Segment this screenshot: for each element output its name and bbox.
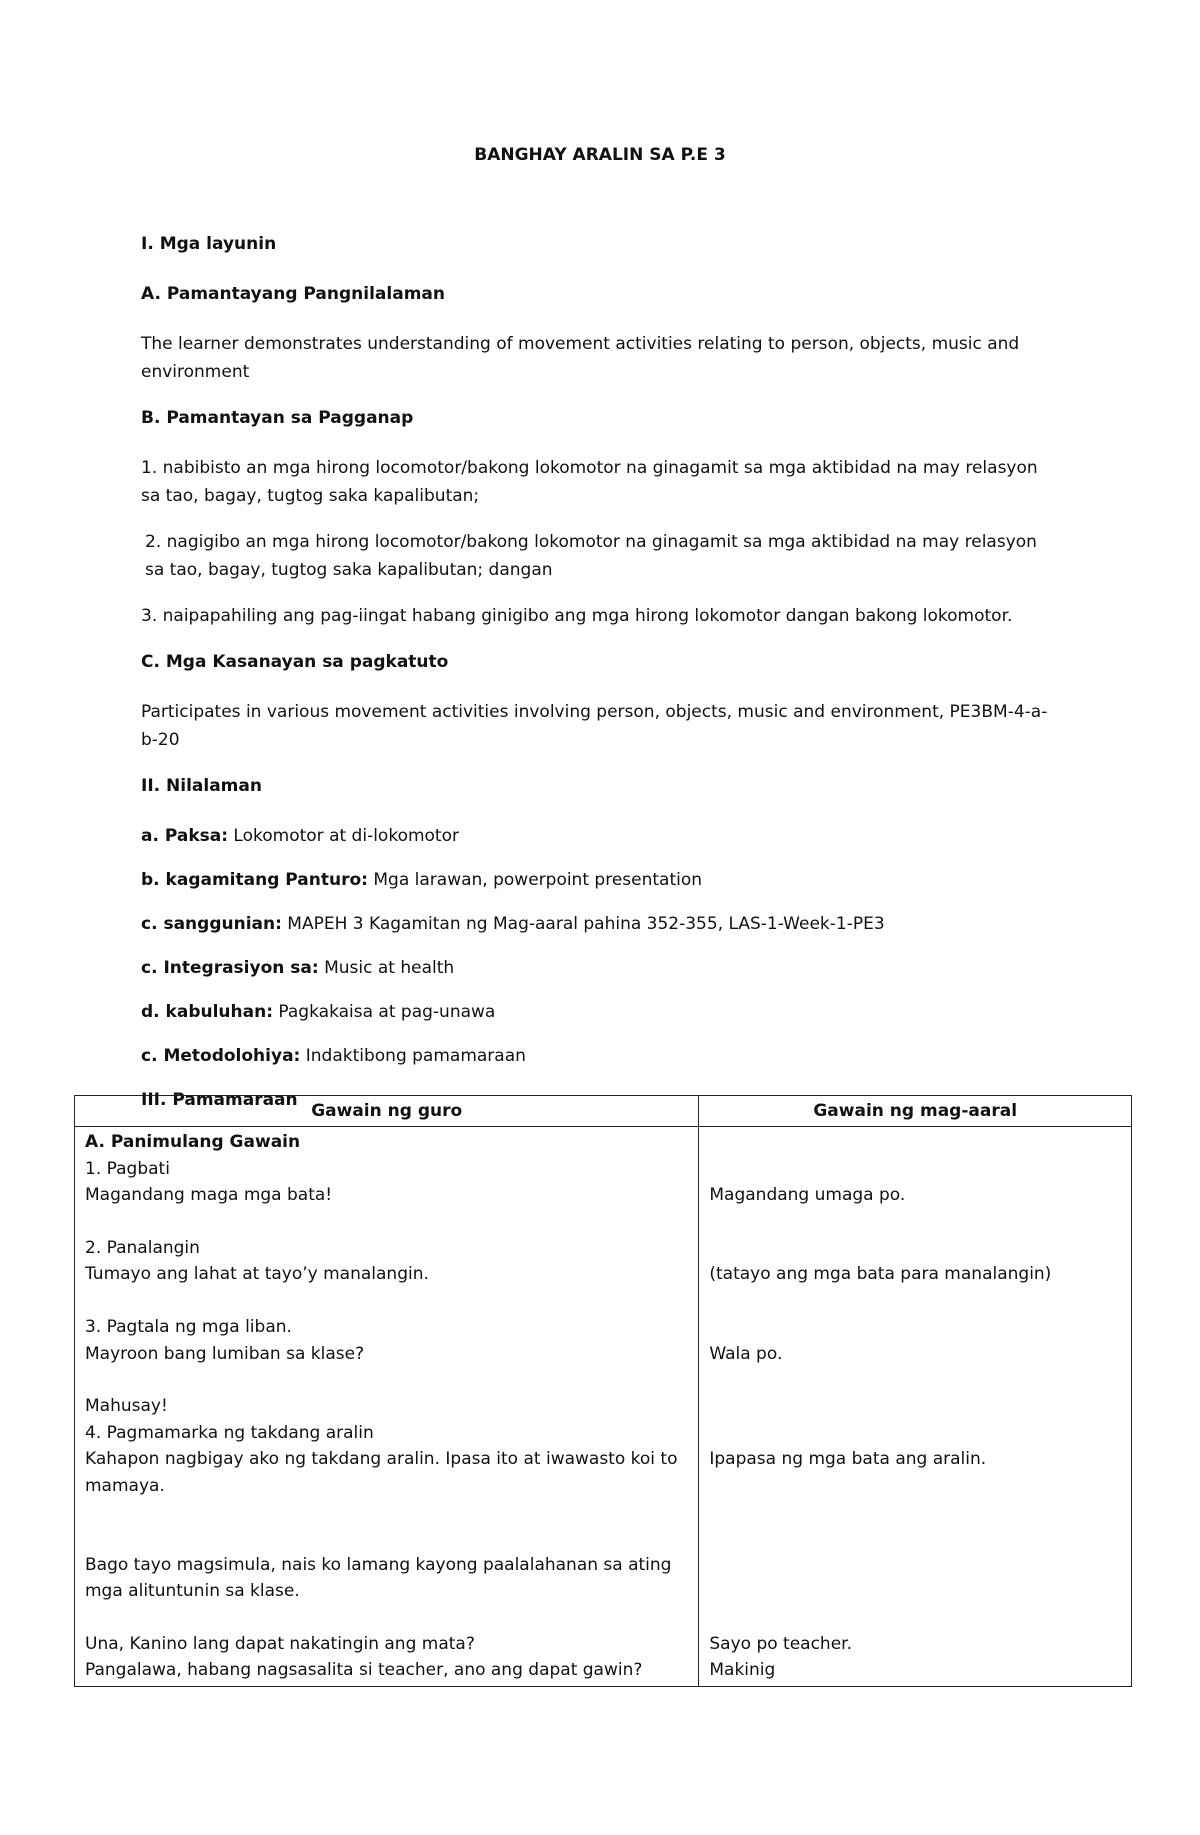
content-heading: II. Nilalaman	[141, 776, 262, 796]
greeting-line: Magandang maga mga bata!	[85, 1185, 333, 1206]
attendance-line: Mayroon bang lumiban sa klase?	[85, 1343, 365, 1364]
procedure-heading: III. Pamamaraan	[141, 1090, 298, 1110]
praise-line: Mahusay!	[85, 1396, 168, 1417]
content-item-label: d. kabuluhan:	[141, 1002, 273, 1022]
prayer-title: 2. Panalangin	[85, 1238, 200, 1259]
preliminary-activities-title: A. Panimulang Gawain	[85, 1132, 301, 1153]
performance-standard-item: 2. nagigibo an mga hirong locomotor/bakong lokomotor na ginagamit sa mga aktibidad na may relasyon sa tao, bagay, tugtog saka kapalibutan; dangan	[145, 532, 1037, 580]
content-item-value: Lokomotor at di-lokomotor	[228, 826, 459, 846]
content-item-label: c. Integrasiyon sa:	[141, 958, 319, 978]
rule-one-line: Una, Kanino lang dapat nakatingin ang mata?	[85, 1634, 475, 1655]
prayer-response: (tatayo ang mga bata para manalangin)	[709, 1264, 1052, 1285]
content-item-integration	[141, 954, 1061, 982]
student-activities-cell	[699, 1127, 1132, 1686]
greeting-response: Magandang umaga po.	[709, 1185, 906, 1206]
prayer-line: Tumayo ang lahat at tayo’y manalangin.	[85, 1264, 429, 1285]
table-header-student: Gawain ng mag-aaral	[699, 1096, 1132, 1127]
performance-standard-heading: B. Pamantayan sa Pagganap	[141, 408, 414, 428]
table-header-teacher: Gawain ng guro	[75, 1096, 699, 1127]
rule-two-response: Makinig	[709, 1660, 776, 1681]
attendance-title: 3. Pagtala ng mga liban.	[85, 1317, 292, 1338]
content-item-value: Music at health	[318, 958, 455, 978]
content-item-values	[141, 998, 1061, 1026]
content-item-methodology	[141, 1042, 1061, 1070]
teacher-activities-cell	[75, 1127, 699, 1686]
homework-response: Ipapasa ng mga bata ang aralin.	[709, 1449, 987, 1470]
performance-standard-item: 3. naipapahiling ang pag-iingat habang ginigibo ang mga hirong lokomotor dangan bakong lokomotor.	[141, 606, 1013, 626]
content-standard-text: The learner demonstrates understanding of movement activities relating to person, objects, music and environment	[141, 334, 1020, 382]
content-item-label: b. kagamitang Panturo:	[141, 870, 368, 890]
page-title: BANGHAY ARALIN SA P.E 3	[474, 145, 726, 165]
content-item-label: c. sanggunian:	[141, 914, 282, 934]
rule-one-response: Sayo po teacher.	[709, 1633, 852, 1654]
content-standard-heading: A. Pamantayang Pangnilalaman	[141, 284, 445, 304]
homework-title: 4. Pagmamarka ng takdang aralin	[85, 1422, 374, 1443]
reminder-line: Bago tayo magsimula, nais ko lamang kayong paalalahanan sa ating mga alituntunin sa klase.	[85, 1554, 672, 1602]
homework-line: Kahapon nagbigay ako ng takdang aralin. Ipasa ito at iwawasto koi to mamaya.	[85, 1449, 678, 1496]
content-item-topic	[141, 822, 1061, 850]
content-item-label: a. Paksa:	[141, 826, 229, 846]
competencies-text: Participates in various movement activities involving person, objects, music and environment, PE3BM-4-a-b-20	[141, 702, 1048, 750]
content-item-value: Mga larawan, powerpoint presentation	[367, 870, 703, 890]
greeting-title: 1. Pagbati	[85, 1158, 170, 1179]
section-objectives-heading: I. Mga layunin	[141, 234, 277, 254]
competencies-heading: C. Mga Kasanayan sa pagkatuto	[141, 652, 449, 672]
table-row	[75, 1127, 1132, 1686]
rule-two-line: Pangalawa, habang nagsasalita si teacher, ano ang dapat gawin?	[85, 1660, 643, 1681]
attendance-response: Wala po.	[709, 1343, 783, 1364]
content-item-materials	[141, 866, 1061, 894]
content-item-label: c. Metodolohiya:	[141, 1046, 301, 1066]
content-item-value: MAPEH 3 Kagamitan ng Mag-aaral pahina 352-355, LAS-1-Week-1-PE3	[281, 914, 885, 934]
content-item-value: Pagkakaisa at pag-unawa	[273, 1002, 496, 1022]
procedure-table	[74, 1095, 1132, 1687]
performance-standard-item: 1. nabibisto an mga hirong locomotor/bakong lokomotor na ginagamit sa mga aktibidad na may relasyon sa tao, bagay, tugtog saka kapalibutan;	[141, 458, 1038, 506]
content-item-value: Indaktibong pamamaraan	[300, 1046, 526, 1066]
content-item-references	[141, 910, 1061, 938]
table-header-row	[75, 1096, 1132, 1127]
document-body	[141, 230, 1061, 1136]
